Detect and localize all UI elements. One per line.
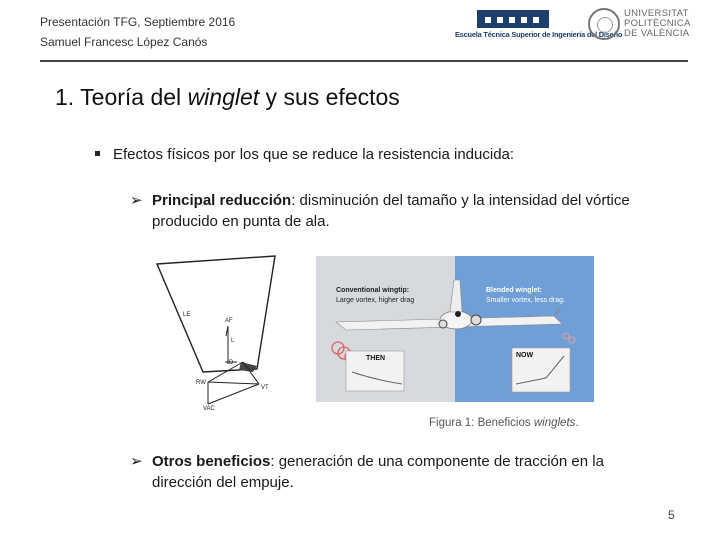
- sub2-label: Otros beneficios: [152, 453, 271, 470]
- conventional-title: Conventional wingtip:: [336, 287, 410, 294]
- figure-caption: [429, 417, 579, 429]
- title-emphasis: winglet: [187, 84, 260, 110]
- label-d: D: [229, 360, 234, 366]
- slide-title: [55, 84, 400, 111]
- bullet-text: Efectos físicos por los que se reduce la resistencia inducida:: [113, 146, 515, 163]
- caption-suffix: .: [575, 417, 579, 429]
- label-vac: VAC: [203, 406, 215, 412]
- sub2-text: : generación de una componente de tracción en la dirección del empuje.: [152, 453, 604, 491]
- etsid-logo: [455, 10, 623, 40]
- force-diagram-svg: [153, 254, 283, 412]
- sub-bullet-other-benefits: [130, 451, 630, 493]
- square-bullet-icon: [95, 151, 100, 156]
- title-suffix: y sus efectos: [259, 84, 400, 110]
- winglet-comparison-image: [316, 256, 594, 402]
- label-af: AF: [225, 318, 233, 324]
- winglet-comparison-svg: [316, 256, 594, 402]
- sub1-label: Principal reducción: [152, 192, 292, 209]
- label-vt: VT: [261, 385, 269, 391]
- sub-bullet-main-reduction: [130, 190, 630, 232]
- page-number: 5: [668, 508, 675, 522]
- blended-title: Blended winglet:: [486, 287, 542, 294]
- header-divider: [40, 60, 688, 62]
- label-rw: RW: [196, 380, 206, 386]
- wing-force-diagram: [153, 254, 283, 412]
- caption-emphasis: winglets: [533, 417, 576, 429]
- sub1-text: : disminución del tamaño y la intensidad del vórtice producido en punta de ala.: [152, 192, 630, 230]
- arrow-bullet-icon: ➢: [130, 191, 143, 209]
- presentation-info: Presentación TFG, Septiembre 2016: [40, 15, 236, 29]
- arrow-bullet-icon: ➢: [130, 452, 143, 470]
- caption-prefix: Figura 1: Beneficios: [429, 417, 534, 429]
- then-label: THEN: [366, 355, 386, 362]
- conventional-subtitle: Large vortex, higher drag: [336, 297, 415, 304]
- upv-logo: [588, 8, 691, 42]
- now-label: NOW: [516, 352, 534, 359]
- label-le: LE: [183, 312, 191, 318]
- title-prefix: 1. Teoría del: [55, 84, 188, 110]
- bullet-physical-effects: [95, 146, 514, 163]
- label-l: L: [231, 338, 235, 344]
- author-name: Samuel Francesc López Canós: [40, 35, 208, 49]
- etsid-logo-text: Escuela Técnica Superior de Ingeniería del Diseño: [455, 30, 623, 39]
- upv-seal-icon: [588, 8, 620, 40]
- upv-logo-text: UNIVERSITAT POLITÈCNICA DE VALÈNCIA: [624, 8, 691, 39]
- blended-subtitle: Smaller vortex, less drag.: [486, 297, 565, 304]
